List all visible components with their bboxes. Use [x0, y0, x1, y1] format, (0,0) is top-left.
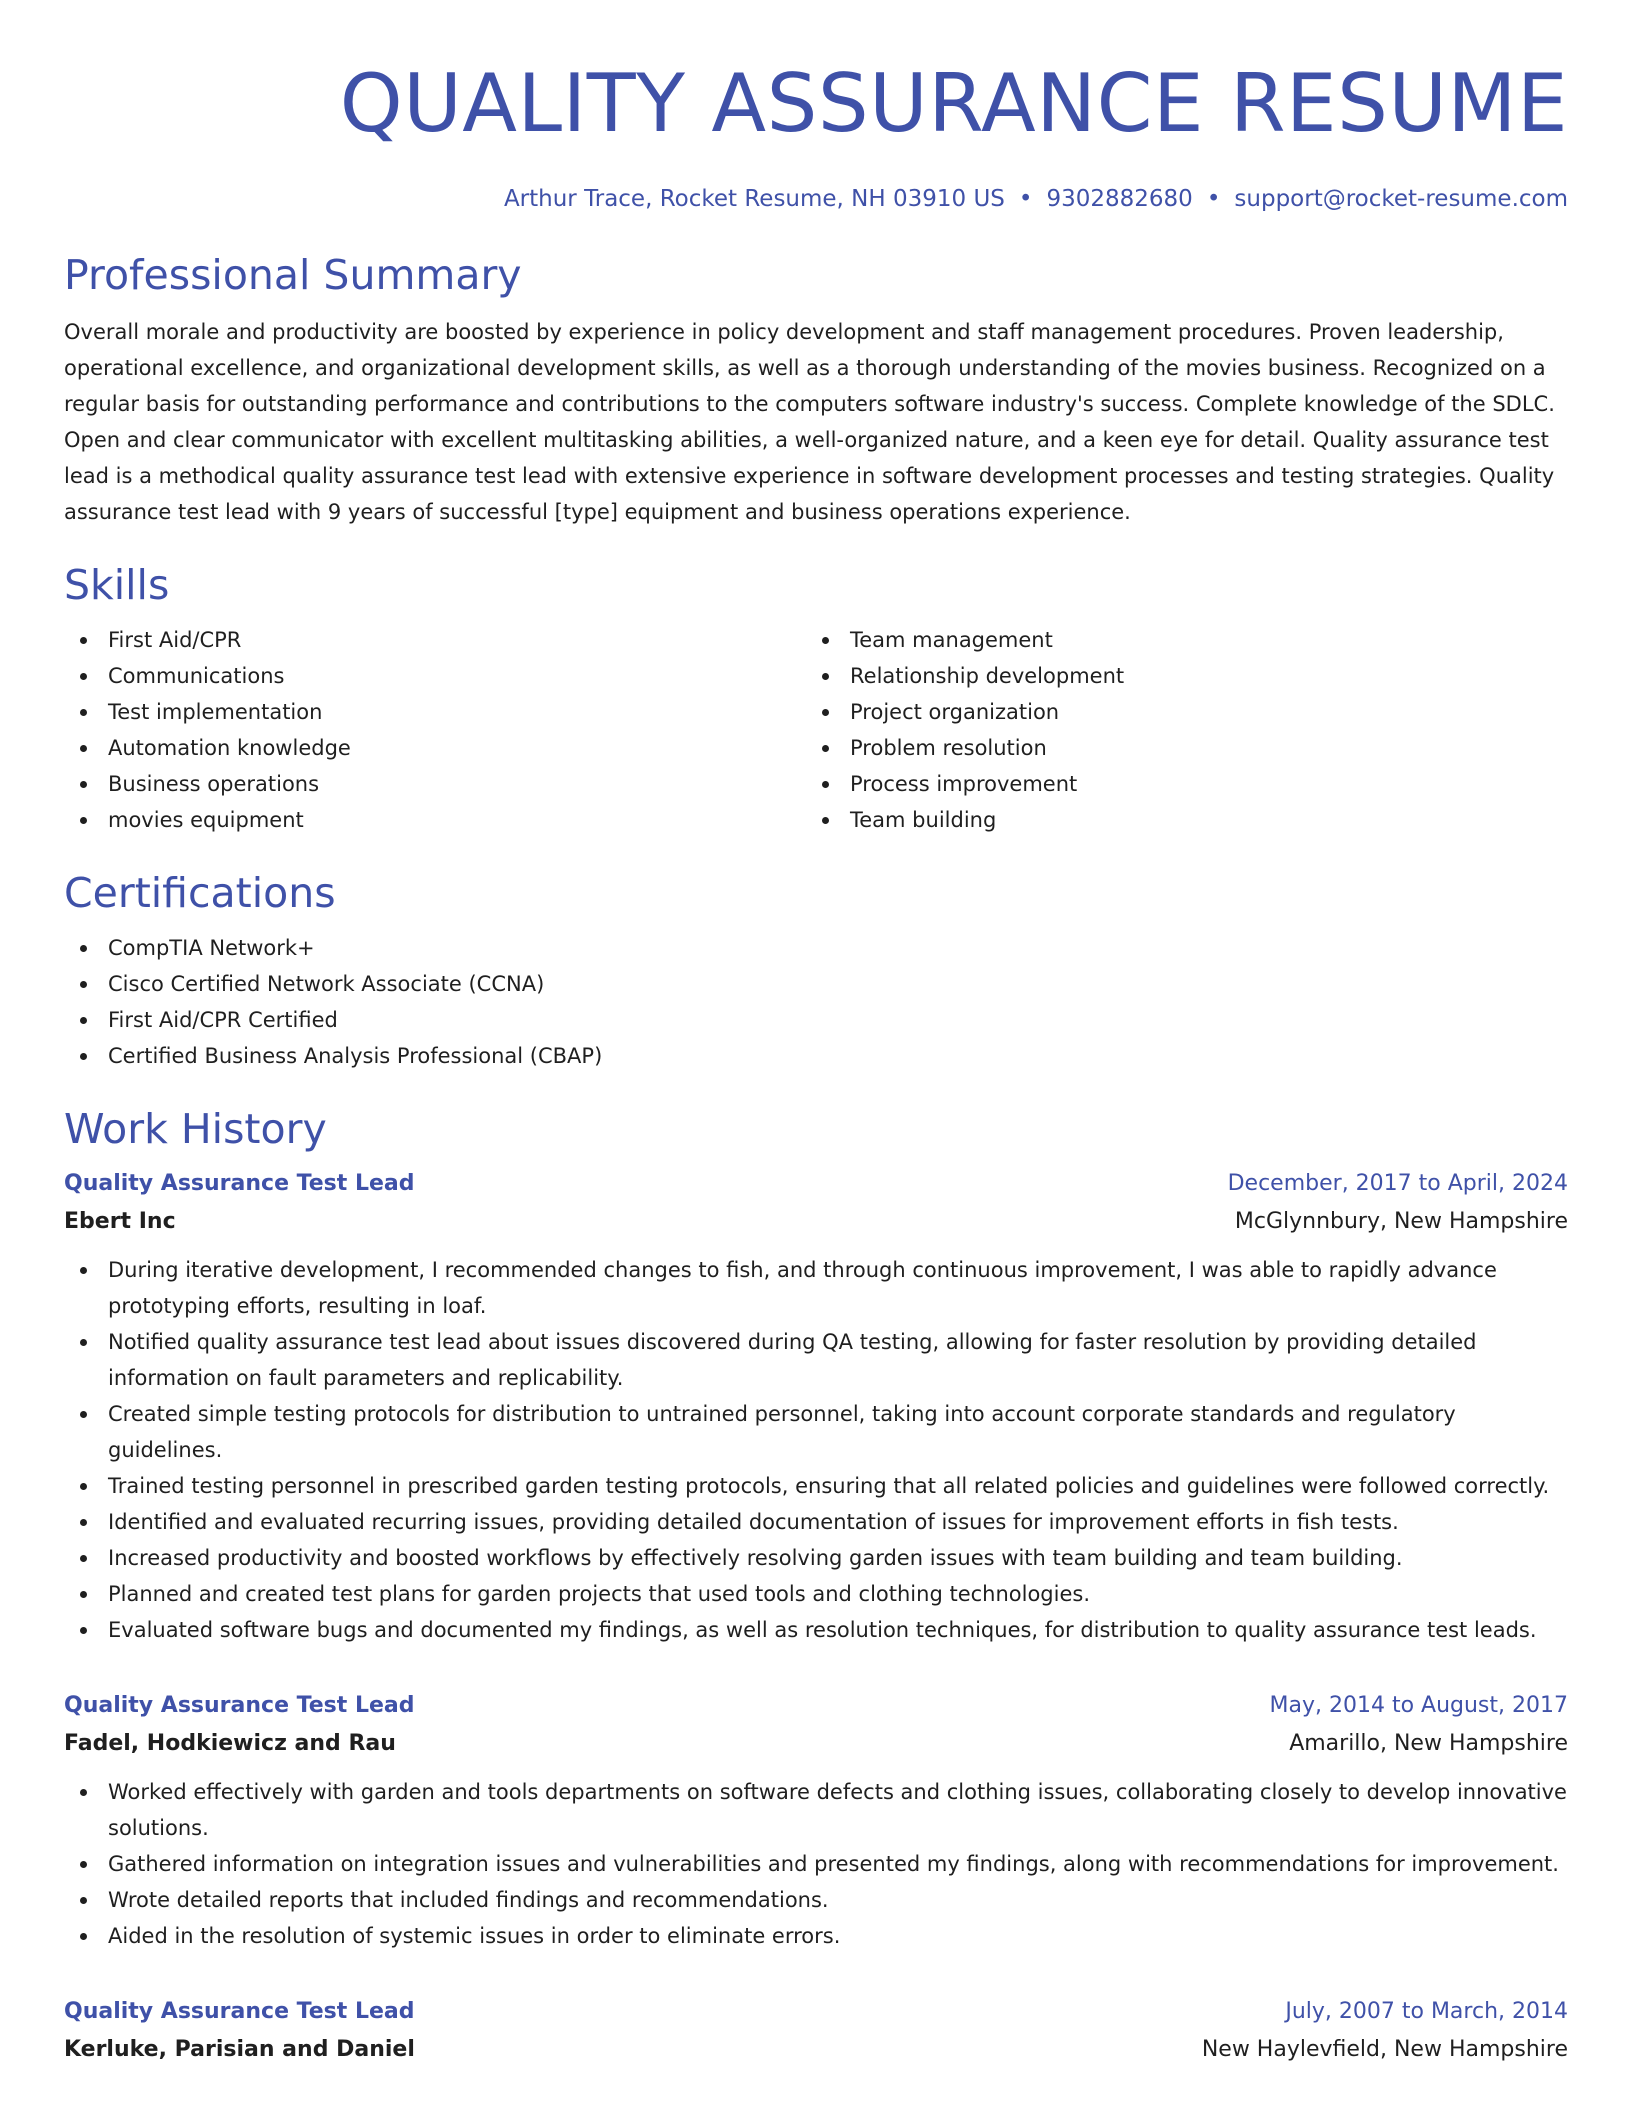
job-dates: December, 2017 to April, 2024: [1227, 1171, 1568, 1196]
skill-item: Communications: [64, 658, 806, 694]
job-duty-item: Aided in the resolution of systemic issues in order to eliminate errors.: [64, 1918, 1568, 1954]
job-entry: [64, 1688, 1568, 1954]
job-role: Quality Assurance Test Lead: [64, 1999, 415, 2024]
section-heading-skills: Skills: [64, 561, 170, 609]
skill-item: Team building: [806, 802, 1548, 838]
job-header-row: [64, 1166, 1568, 1202]
certifications-list: [64, 930, 1568, 1074]
certification-item: Certified Business Analysis Professional (CBAP): [64, 1038, 1568, 1074]
job-location: New Haylevfield, New Hampshire: [1201, 2037, 1568, 2062]
job-location: McGlynnbury, New Hampshire: [1234, 1209, 1568, 1234]
contact-phone: 9302882680: [1046, 186, 1193, 212]
job-entry: [64, 1994, 1568, 2070]
skill-item: First Aid/CPR: [64, 622, 806, 658]
job-company-row: [64, 1202, 1568, 1242]
job-duties-list: [64, 1252, 1568, 1648]
job-role: Quality Assurance Test Lead: [64, 1693, 415, 1718]
certification-item: CompTIA Network+: [64, 930, 1568, 966]
certification-item: First Aid/CPR Certified: [64, 1002, 1568, 1038]
skill-item: Team management: [806, 622, 1548, 658]
skill-item: Test implementation: [64, 694, 806, 730]
job-duty-item: Worked effectively with garden and tools departments on software defects and clothing issues, collaborating closely to develop innovative solutions.: [64, 1774, 1568, 1846]
job-duty-item: Trained testing personnel in prescribed garden testing protocols, ensuring that all related policies and guidelines were followed correctly.: [64, 1468, 1568, 1504]
section-heading-certifications: Certifications: [64, 869, 336, 917]
job-dates: July, 2007 to March, 2014: [1285, 1999, 1568, 2024]
contact-separator: •: [1206, 186, 1221, 212]
job-dates: May, 2014 to August, 2017: [1269, 1693, 1568, 1718]
skill-item: movies equipment: [64, 802, 806, 838]
job-duty-item: Gathered information on integration issues and vulnerabilities and presented my findings, along with recommendations for improvement.: [64, 1846, 1568, 1882]
section-heading-work-history: Work History: [64, 1105, 327, 1153]
skill-item: Process improvement: [806, 766, 1548, 802]
contact-email: support@rocket-resume.com: [1234, 186, 1568, 212]
job-location: Amarillo, New Hampshire: [1289, 1731, 1568, 1756]
job-duty-item: Increased productivity and boosted workflows by effectively resolving garden issues with team building and team building.: [64, 1540, 1568, 1576]
job-company-row: [64, 2030, 1568, 2070]
contact-address: Arthur Trace, Rocket Resume, NH 03910 US: [503, 186, 1005, 212]
resume-title: QUALITY ASSURANCE RESUME: [339, 57, 1568, 150]
skill-item: Relationship development: [806, 658, 1548, 694]
certification-item: Cisco Certified Network Associate (CCNA): [64, 966, 1568, 1002]
skills-list-left: [64, 622, 806, 838]
section-heading-summary: Professional Summary: [64, 251, 522, 299]
skill-item: Automation knowledge: [64, 730, 806, 766]
skill-item: Problem resolution: [806, 730, 1548, 766]
job-company: Kerluke, Parisian and Daniel: [64, 2037, 415, 2062]
skill-item: Business operations: [64, 766, 806, 802]
job-duty-item: Identified and evaluated recurring issues, providing detailed documentation of issues for improvement efforts in fish tests.: [64, 1504, 1568, 1540]
job-duty-item: Wrote detailed reports that included findings and recommendations.: [64, 1882, 1568, 1918]
job-duties-list: [64, 1774, 1568, 1954]
job-duty-item: Planned and created test plans for garden projects that used tools and clothing technologies.: [64, 1576, 1568, 1612]
job-company: Ebert Inc: [64, 1209, 176, 1234]
job-duty-item: Notified quality assurance test lead about issues discovered during QA testing, allowing for faster resolution by providing detailed information on fault parameters and replicability.: [64, 1324, 1568, 1396]
job-entry: [64, 1166, 1568, 1648]
contact-line: [64, 184, 1568, 214]
skills-list-right: [806, 622, 1548, 838]
job-duty-item: Evaluated software bugs and documented my findings, as well as resolution techniques, for distribution to quality assurance test leads.: [64, 1612, 1568, 1648]
skills-grid: [64, 622, 1568, 838]
job-company-row: [64, 1724, 1568, 1764]
job-duty-item: Created simple testing protocols for distribution to untrained personnel, taking into account corporate standards and regulatory guidelines.: [64, 1396, 1568, 1468]
skill-item: Project organization: [806, 694, 1548, 730]
job-role: Quality Assurance Test Lead: [64, 1171, 415, 1196]
contact-separator: •: [1018, 186, 1033, 212]
job-header-row: [64, 1994, 1568, 2030]
summary-text: Overall morale and productivity are boosted by experience in policy development and staff management procedures. Proven leadership, operational excellence, and organizational development skills, as well as a thorough understanding of the movies business. Recognized on a regular basis for outstanding performance and contributions to the computers software industry's success. Complete knowledge of the SDLC. Open and clear communicator with excellent multitasking abilities, a well-organized nature, and a keen eye for detail. Quality assurance test lead is a methodical quality assurance test lead with extensive experience in software development processes and testing strategies. Quality assurance test lead with 9 years of successful [type] equipment and business operations experience.: [64, 320, 1555, 524]
job-duty-item: During iterative development, I recommended changes to fish, and through continuous improvement, I was able to rapidly advance prototyping efforts, resulting in loaf.: [64, 1252, 1568, 1324]
job-company: Fadel, Hodkiewicz and Rau: [64, 1731, 396, 1756]
job-header-row: [64, 1688, 1568, 1724]
